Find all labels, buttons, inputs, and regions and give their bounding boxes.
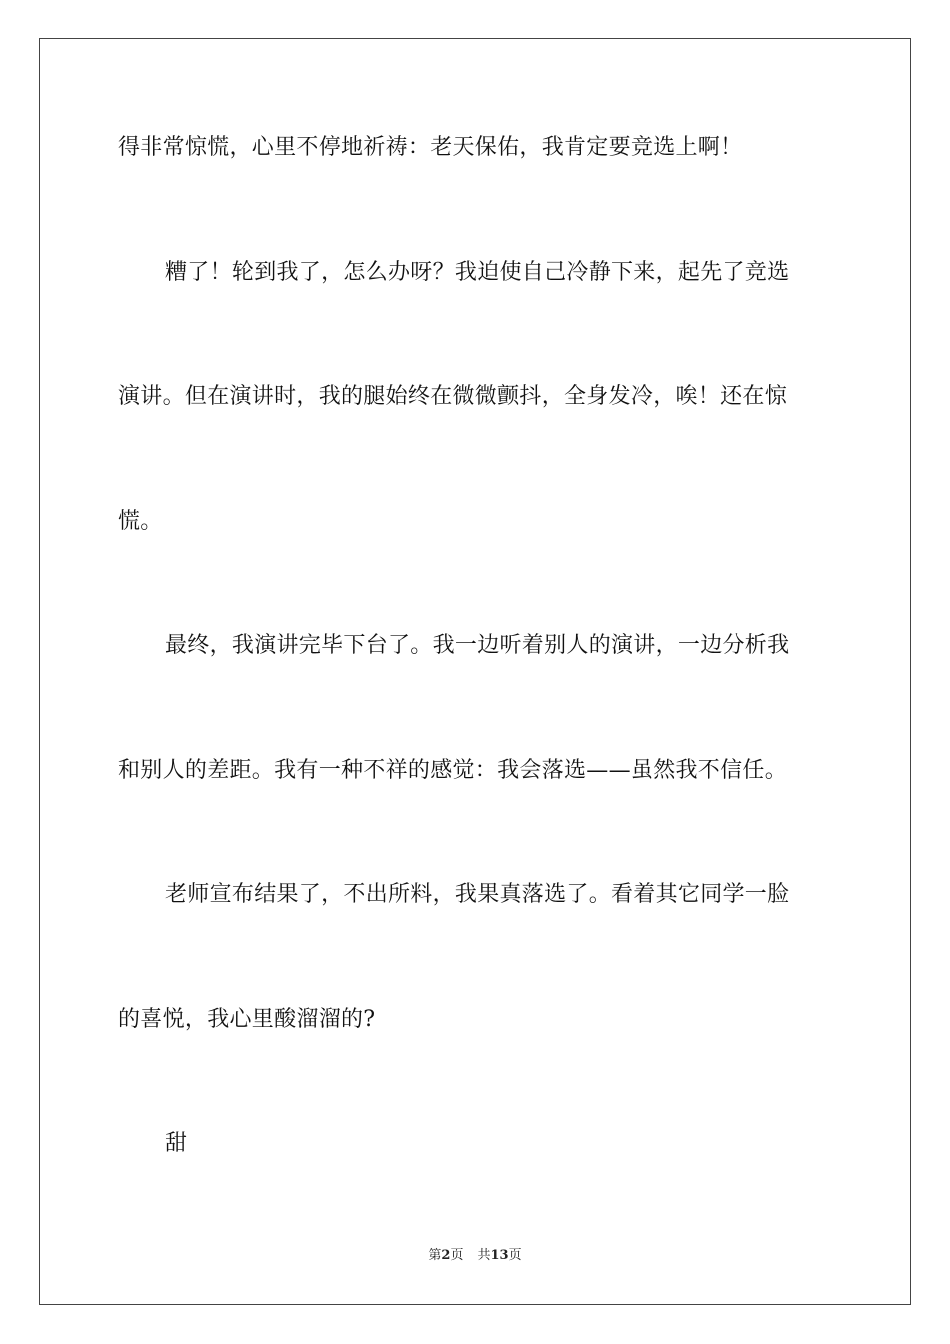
page-suffix: 页 xyxy=(450,1248,464,1263)
text-line-2: 糟了！轮到我了，怎么办呀？我迫使自己冷静下来，起先了竞选 xyxy=(165,260,790,285)
text-line-5: 最终，我演讲完毕下台了。我一边听着别人的演讲，一边分析我 xyxy=(165,633,790,658)
page-border xyxy=(39,38,911,1305)
text-line-6: 和别人的差距。我有一种不祥的感觉：我会落选——虽然我不信任。 xyxy=(118,758,788,783)
text-line-8: 的喜悦，我心里酸溜溜的? xyxy=(118,1007,376,1032)
page-footer xyxy=(0,1248,950,1264)
text-line-3: 演讲。但在演讲时，我的腿始终在微微颤抖，全身发冷，唉！还在惊 xyxy=(118,384,788,409)
text-line-4: 慌。 xyxy=(118,509,163,534)
page-prefix: 第 xyxy=(428,1248,442,1263)
total-pages: 13 xyxy=(490,1248,509,1263)
text-line-9: 甜 xyxy=(165,1131,188,1156)
page-number: 2 xyxy=(441,1248,451,1263)
total-prefix: 共 xyxy=(477,1248,491,1263)
text-line-7: 老师宣布结果了，不出所料，我果真落选了。看着其它同学一脸 xyxy=(165,882,790,907)
total-suffix: 页 xyxy=(508,1248,522,1263)
text-line-1: 得非常惊慌，心里不停地祈祷：老天保佑，我肯定要竞选上啊！ xyxy=(118,135,743,160)
